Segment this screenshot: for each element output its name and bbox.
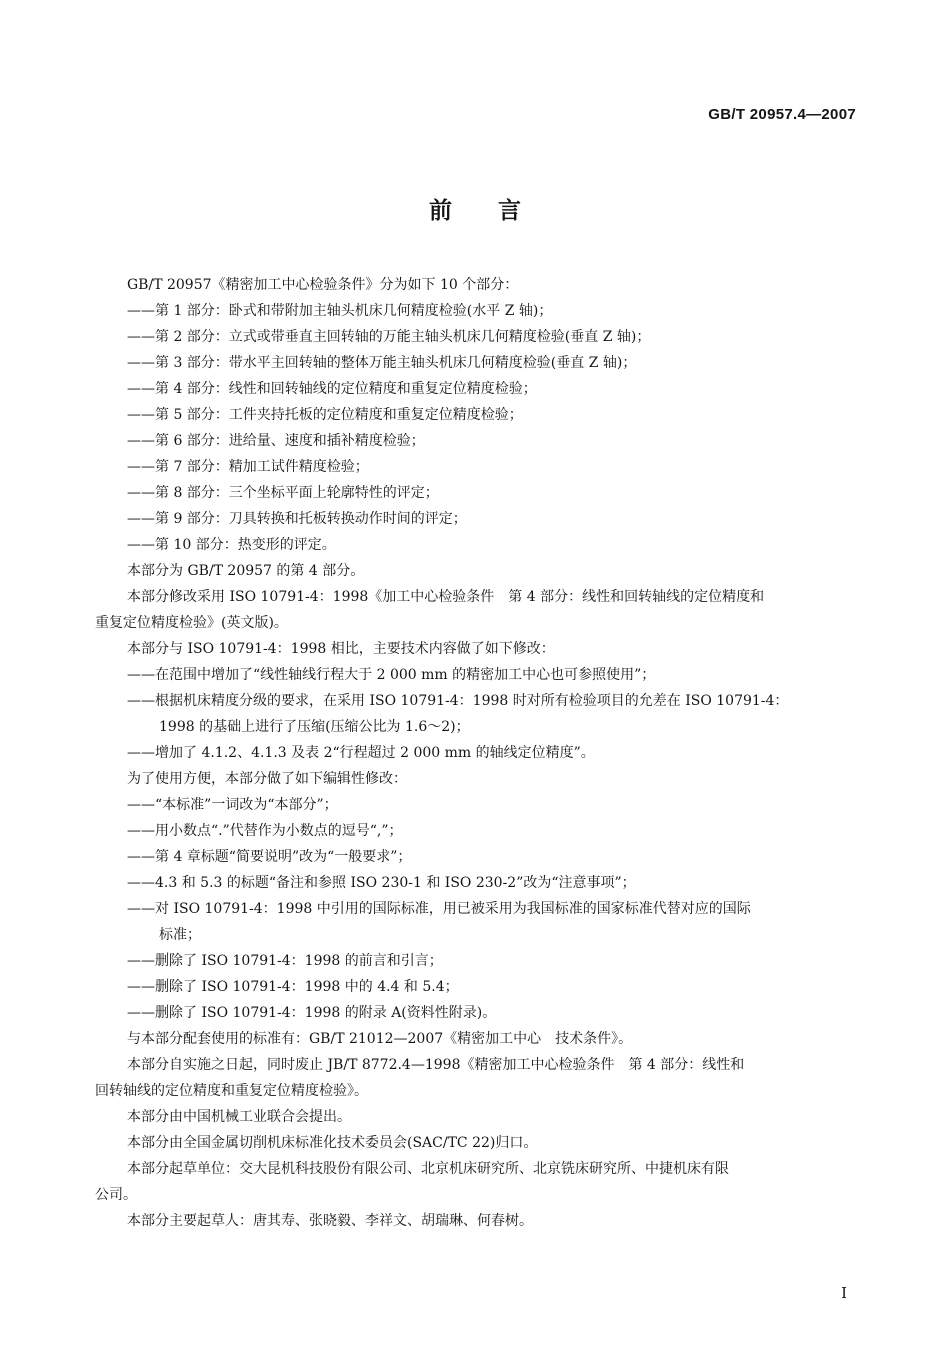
text-line: 与本部分配套使用的标准有：GB/T 21012—2007《精密加工中心 技术条件》。 [127, 1031, 633, 1047]
page-number: I [841, 1284, 847, 1302]
standard-number: GB/T 20957.4—2007 [708, 106, 856, 123]
text-line: ——第 10 部分：热变形的评定。 [127, 537, 336, 553]
text-line: ——用小数点“.”代替作为小数点的逗号“,”； [127, 823, 403, 839]
text-line: ——第 2 部分：立式或带垂直主回转轴的万能主轴头机床几何精度检验(垂直 Z 轴)； [127, 329, 651, 345]
text-line: ——删除了 ISO 10791-4：1998 中的 4.4 和 5.4； [127, 979, 459, 995]
text-line: ——第 7 部分：精加工试件精度检验； [127, 459, 369, 475]
text-line: ——4.3 和 5.3 的标题“备注和参照 ISO 230-1 和 ISO 230-2”改为“注意事项”； [127, 875, 636, 891]
text-line: ——第 6 部分：进给量、速度和插补精度检验； [127, 433, 425, 449]
text-line: 本部分自实施之日起，同时废止 JB/T 8772.4—1998《精密加工中心检验条件 第 4 部分：线性和 [127, 1057, 745, 1073]
text-line: 本部分主要起草人：唐其寿、张晓毅、李祥文、胡瑞琳、何春树。 [127, 1213, 533, 1229]
document-body [95, 272, 857, 1234]
text-line: ——第 8 部分：三个坐标平面上轮廓特性的评定； [127, 485, 439, 501]
text-line: ——在范围中增加了“线性轴线行程大于 2 000 mm 的精密加工中心也可参照使用”； [127, 667, 656, 683]
text-line: 标准； [159, 927, 201, 943]
text-line: ——“本标准”一词改为“本部分”； [127, 797, 338, 813]
text-line: 回转轴线的定位精度和重复定位精度检验》。 [95, 1083, 368, 1099]
text-line: ——对 ISO 10791-4：1998 中引用的国际标准，用已被采用为我国标准的国家标准代替对应的国际 [127, 901, 751, 917]
text-line: ——根据机床精度分级的要求，在采用 ISO 10791-4：1998 时对所有检验项目的允差在 ISO 10791-4： [127, 693, 789, 709]
text-line: ——第 3 部分：带水平主回转轴的整体万能主轴头机床几何精度检验(垂直 Z 轴)； [127, 355, 637, 371]
text-line: GB/T 20957《精密加工中心检验条件》分为如下 10 个部分： [127, 277, 519, 293]
text-line: ——增加了 4.1.2、4.1.3 及表 2“行程超过 2 000 mm 的轴线定位精度”。 [127, 745, 595, 761]
text-line: 1998 的基础上进行了压缩(压缩公比为 1.6～2)； [159, 719, 470, 735]
text-line: ——第 4 章标题“简要说明”改为“一般要求”； [127, 849, 412, 865]
text-line: ——第 9 部分：刀具转换和托板转换动作时间的评定； [127, 511, 467, 527]
text-line: 为了使用方便，本部分做了如下编辑性修改： [127, 771, 407, 787]
text-line: ——第 1 部分：卧式和带附加主轴头机床几何精度检验(水平 Z 轴)； [127, 303, 553, 319]
text-line: 公司。 [95, 1187, 137, 1203]
text-line: 本部分起草单位：交大昆机科技股份有限公司、北京机床研究所、北京铣床研究所、中捷机床有限 [127, 1161, 729, 1177]
text-line: ——第 5 部分：工件夹持托板的定位精度和重复定位精度检验； [127, 407, 523, 423]
text-line: 本部分为 GB/T 20957 的第 4 部分。 [127, 563, 365, 579]
page-title: 前言 [429, 198, 567, 224]
text-line: 本部分修改采用 ISO 10791-4：1998《加工中心检验条件 第 4 部分：线性和回转轴线的定位精度和 [127, 589, 765, 605]
text-line: ——删除了 ISO 10791-4：1998 的附录 A(资料性附录)。 [127, 1005, 497, 1021]
text-line: 本部分由全国金属切削机床标准化技术委员会(SAC/TC 22)归口。 [127, 1135, 538, 1151]
text-line: 重复定位精度检验》(英文版)。 [95, 615, 288, 631]
text-line: 本部分与 ISO 10791-4：1998 相比，主要技术内容做了如下修改： [127, 641, 555, 657]
text-line: ——第 4 部分：线性和回转轴线的定位精度和重复定位精度检验； [127, 381, 537, 397]
text-line: ——删除了 ISO 10791-4：1998 的前言和引言； [127, 953, 443, 969]
text-line: 本部分由中国机械工业联合会提出。 [127, 1109, 351, 1125]
